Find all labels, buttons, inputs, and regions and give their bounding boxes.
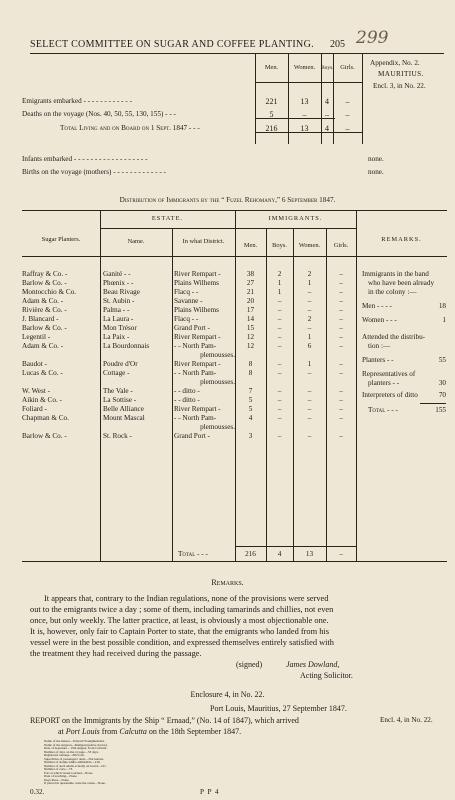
girls-cell bbox=[326, 351, 356, 360]
district-cell: plemousses. bbox=[200, 351, 235, 359]
distribution-title: Distribution of Immigrants by the “ Fuzel Rehomany,” 6 September 1847. bbox=[119, 196, 336, 204]
men-cell: 4 bbox=[248, 414, 253, 422]
paragraph-line: It is, however, only fair to Captain Porter to state, that the emigrants who landed from his bbox=[30, 627, 330, 636]
men-cell: 14 bbox=[246, 315, 255, 323]
district-cell: plemousses. bbox=[200, 378, 235, 386]
girls-cell bbox=[326, 378, 356, 387]
side-note-encl3: Encl. 3, in No. 22. bbox=[373, 82, 426, 90]
men-cell: 8 bbox=[248, 360, 253, 368]
planter-cell: Baudot - bbox=[22, 360, 47, 368]
men-cell: 12 bbox=[246, 333, 255, 341]
district-cell: River Rempart - bbox=[174, 405, 221, 413]
remarks-header: REMARKS. bbox=[381, 236, 422, 243]
planter-cell: Barlow & Co. - bbox=[22, 324, 67, 332]
remarks-value: 155 bbox=[435, 406, 446, 414]
cell: 5 bbox=[269, 110, 274, 119]
col-men-header: Men. bbox=[264, 64, 279, 71]
women-column bbox=[293, 270, 326, 441]
signer-name: James Dowland, bbox=[286, 660, 340, 669]
cell: – bbox=[302, 110, 307, 119]
remarks-label: Women - - - bbox=[362, 316, 397, 324]
remarks-text: tion :— bbox=[368, 342, 391, 350]
men-cell: 17 bbox=[246, 306, 255, 314]
cell: – bbox=[345, 110, 350, 119]
estate-name-cell: Belle Alliance bbox=[103, 405, 144, 413]
women-cell: – bbox=[307, 396, 312, 404]
signer-title: Acting Solicitor. bbox=[300, 671, 353, 680]
estate-name-cell: La Laura - bbox=[103, 315, 134, 323]
women-cell: 6 bbox=[307, 342, 312, 350]
district-cell: Grand Port - bbox=[174, 432, 210, 440]
women-cell: – bbox=[307, 405, 312, 413]
remarks-value: 70 bbox=[438, 391, 446, 399]
remarks-text: Attended the distribu- bbox=[362, 333, 426, 341]
boys-cell: – bbox=[277, 324, 282, 332]
district-cell: - - ditto - bbox=[174, 387, 200, 395]
planter-cell: Legentil - bbox=[22, 333, 51, 341]
cell: 4 bbox=[325, 97, 329, 106]
boys-cell bbox=[266, 378, 293, 387]
girls-cell: – bbox=[339, 414, 343, 422]
cell: 13 bbox=[300, 97, 309, 106]
district-cell: - - North Pam- bbox=[174, 369, 217, 377]
planter-cell: J. Blancard - bbox=[22, 315, 59, 323]
district-cell: Plains Wilhems bbox=[174, 306, 219, 314]
report-item: Registered tonnage—682 tons. bbox=[44, 753, 85, 757]
report-item: Number of crew—73. bbox=[44, 767, 74, 771]
women-cell: 2 bbox=[307, 270, 312, 278]
boys-cell: – bbox=[277, 315, 282, 323]
estate-name-cell: Mon Trésor bbox=[103, 324, 137, 332]
women-cell: – bbox=[307, 432, 312, 440]
planter-cell: Adam & Co. - bbox=[22, 297, 64, 305]
report-item: Date of departure—15th August, from Calcutta. bbox=[44, 746, 108, 750]
men-cell: 21 bbox=[246, 288, 255, 296]
col-women-header: Women. bbox=[298, 242, 321, 249]
men-cell: 3 bbox=[248, 432, 253, 440]
paragraph-line: the treatment they had received during the passage. bbox=[30, 649, 202, 658]
footer-signature: P P 4 bbox=[200, 788, 220, 796]
paragraph-line: vessel were in the best possible condition, and expressed themselves entirely satisfied with bbox=[30, 638, 334, 647]
women-cell: – bbox=[307, 288, 312, 296]
boys-column bbox=[266, 270, 293, 441]
men-cell: 12 bbox=[246, 342, 255, 350]
footer-left: 0.32. bbox=[30, 788, 45, 796]
women-cell: 1 bbox=[307, 360, 312, 368]
girls-cell: – bbox=[339, 270, 343, 278]
signed-label: (signed) bbox=[236, 660, 263, 669]
district-cell: River Rempart - bbox=[174, 360, 221, 368]
planter-cell: W. West - bbox=[22, 387, 50, 395]
report-items bbox=[44, 740, 424, 786]
total-boys: 4 bbox=[277, 550, 282, 558]
district-cell: - - North Pam- bbox=[174, 342, 217, 350]
report-text: on the 18th September 1847. bbox=[148, 727, 242, 736]
report-item: Number of such adults actually on board—211. bbox=[44, 763, 107, 768]
remarks-text: Representatives of bbox=[362, 370, 416, 378]
report-item: Name of the master—Edward Younghusband. bbox=[44, 739, 105, 743]
page-header-title: SELECT COMMITTEE ON SUGAR AND COFFEE PLANTING. bbox=[30, 39, 314, 50]
boys-cell: – bbox=[277, 387, 282, 395]
total-women: 13 bbox=[305, 550, 314, 558]
side-note-encl4: Encl. 4, in No. 22. bbox=[380, 716, 433, 724]
men-cell: 38 bbox=[246, 270, 255, 278]
planter-cell: Montocchio & Co. bbox=[22, 288, 77, 296]
report-item: Name of the surgeon—Ramjean (native doctor). bbox=[44, 742, 108, 747]
remarks-label: planters - - bbox=[368, 379, 400, 387]
women-cell: 1 bbox=[307, 333, 312, 341]
enclosure-place-date: Port Louis, Mauritius, 27 September 1847. bbox=[210, 704, 347, 713]
estate-name-cell: La Bourdonnais bbox=[103, 342, 150, 350]
cell: 216 bbox=[265, 124, 278, 133]
planters-column bbox=[22, 270, 100, 441]
remarks-heading: Remarks. bbox=[211, 578, 244, 587]
remarks-value: 30 bbox=[438, 379, 446, 387]
col-men-header: Men. bbox=[243, 242, 258, 249]
report-item: Days there—None. bbox=[44, 777, 70, 782]
men-cell bbox=[235, 351, 266, 360]
paragraph-line: It appears that, contrary to the Indian regulations, none of the provisions were served bbox=[44, 594, 329, 603]
report-origin: Calcutta bbox=[119, 727, 147, 736]
girls-cell: – bbox=[339, 432, 343, 440]
boys-cell: – bbox=[277, 333, 282, 341]
men-column bbox=[235, 270, 266, 441]
side-note-appendix: Appendix, No. 2. bbox=[370, 59, 420, 67]
remarks-text: in the colony :— bbox=[368, 288, 417, 296]
boys-cell: – bbox=[277, 414, 282, 422]
cell: – bbox=[325, 110, 329, 119]
page-number: 205 bbox=[330, 39, 345, 50]
planter-cell: Foliard - bbox=[22, 405, 47, 413]
estate-name-cell: Poudre d'Or bbox=[103, 360, 138, 368]
estate-name-cell bbox=[103, 378, 172, 387]
report-item: Port at which vessel touched—None. bbox=[44, 770, 93, 775]
remarks-paragraph bbox=[30, 593, 440, 659]
report-item: Superficies of passengers' deck—Not known. bbox=[44, 756, 105, 761]
planter-cell: Rivière & Co. - bbox=[22, 306, 67, 314]
planter-cell bbox=[22, 351, 100, 360]
report-port: Port Louis bbox=[65, 727, 100, 736]
girls-cell: – bbox=[339, 297, 343, 305]
girls-cell: – bbox=[339, 396, 343, 404]
remarks-value: 18 bbox=[438, 302, 446, 310]
girls-cell: – bbox=[339, 387, 343, 395]
women-cell: – bbox=[307, 297, 312, 305]
girls-cell: – bbox=[339, 279, 343, 287]
boys-cell: – bbox=[277, 432, 282, 440]
cell: – bbox=[345, 124, 350, 133]
district-cell: Plains Wilhems bbox=[174, 279, 219, 287]
enclosure-heading: Enclosure 4, in No. 22. bbox=[190, 690, 265, 699]
remarks-label: Interpreters of ditto bbox=[362, 391, 418, 399]
women-cell bbox=[293, 378, 326, 387]
handwritten-page-number: 299 bbox=[356, 28, 389, 48]
estate-name-cell bbox=[103, 351, 172, 360]
district-cell: Savanne - bbox=[174, 297, 203, 305]
women-cell: 1 bbox=[307, 279, 312, 287]
girls-cell: – bbox=[339, 360, 343, 368]
side-note-country: MAURITIUS. bbox=[378, 70, 424, 78]
district-cell: - - North Pam- bbox=[174, 414, 217, 422]
girls-cell: – bbox=[339, 342, 343, 350]
men-cell: 20 bbox=[246, 297, 255, 305]
report-item: If placed in quarantine, state the cause—None. bbox=[44, 781, 106, 785]
distribution-total-label: Total - - - bbox=[178, 550, 208, 558]
girls-cell: – bbox=[339, 405, 343, 413]
women-cell: – bbox=[307, 387, 312, 395]
estate-name-cell: Ganité - - bbox=[103, 270, 131, 278]
col-women-header: Women. bbox=[293, 64, 316, 71]
women-cell: – bbox=[307, 369, 312, 377]
remarks-value: 55 bbox=[438, 356, 446, 364]
estate-name-cell: La Sottise - bbox=[103, 396, 137, 404]
estate-name-cell bbox=[103, 423, 172, 432]
estate-name-cell: La Paix - bbox=[103, 333, 130, 341]
men-cell bbox=[235, 378, 266, 387]
remarks-value: 1 bbox=[442, 316, 446, 324]
estate-name-cell: Beau Rivage bbox=[103, 288, 140, 296]
boys-cell bbox=[266, 351, 293, 360]
boys-cell: – bbox=[277, 342, 282, 350]
planter-cell: Barlow & Co. - bbox=[22, 432, 67, 440]
births-label: Births on the voyage (mothers) - - - - - - - - - - - - - bbox=[22, 168, 166, 176]
report-text: from bbox=[101, 727, 118, 736]
col-boys-header: Boys. bbox=[272, 242, 287, 249]
district-cell: Flacq - - bbox=[174, 315, 199, 323]
remarks-column bbox=[362, 270, 446, 415]
cell: 4 bbox=[325, 124, 329, 133]
infants-value: none. bbox=[368, 155, 384, 163]
men-cell: 5 bbox=[248, 396, 253, 404]
boys-cell: – bbox=[277, 297, 282, 305]
women-cell bbox=[293, 423, 326, 432]
col-boys-header: Boys. bbox=[321, 65, 334, 71]
district-column bbox=[174, 270, 235, 441]
header-rule bbox=[30, 53, 444, 54]
planter-cell: Lucas & Co. - bbox=[22, 369, 63, 377]
remarks-label: Planters - - bbox=[362, 356, 394, 364]
cell: 221 bbox=[265, 97, 278, 106]
boys-cell: 1 bbox=[277, 288, 282, 296]
estate-name-cell: Mount Mascal bbox=[103, 414, 145, 422]
boys-cell: – bbox=[277, 369, 282, 377]
district-cell: River Rempart - bbox=[174, 270, 221, 278]
col-district-header: In what District. bbox=[182, 238, 225, 245]
girls-cell: – bbox=[339, 333, 343, 341]
planter-cell bbox=[22, 378, 100, 387]
report-item: Date of touching—None. bbox=[44, 774, 78, 778]
boys-cell: 2 bbox=[277, 270, 282, 278]
men-cell: 8 bbox=[248, 369, 253, 377]
girls-cell: – bbox=[339, 315, 343, 323]
girls-cell bbox=[326, 423, 356, 432]
girls-cell: – bbox=[339, 324, 343, 332]
men-cell: 5 bbox=[248, 405, 253, 413]
estate-name-cell: Phœnix - - bbox=[103, 279, 134, 287]
men-cell: 27 bbox=[246, 279, 255, 287]
district-cell: River Rempart - bbox=[174, 333, 221, 341]
boys-cell: 1 bbox=[277, 279, 282, 287]
estate-name-cell: Cottage - bbox=[103, 369, 130, 377]
planter-cell: Chapman & Co. bbox=[22, 414, 69, 422]
boys-cell: – bbox=[277, 396, 282, 404]
total-girls: – bbox=[339, 550, 343, 558]
district-cell: plemousses. bbox=[200, 423, 235, 431]
men-cell: 7 bbox=[248, 387, 253, 395]
total-men: 216 bbox=[245, 550, 256, 558]
boys-cell: – bbox=[277, 360, 282, 368]
paragraph-line: out to the emigrants twice a day ; some of them, including tamarinds and chillies, not even bbox=[30, 605, 334, 614]
remarks-text: who have been already bbox=[368, 279, 435, 287]
planter-cell: Barlow & Co. - bbox=[22, 279, 67, 287]
planter-cell: Raffray & Co. - bbox=[22, 270, 68, 278]
report-item: Number of days on the voyage—33 days. bbox=[44, 749, 99, 754]
col-girls-header: Girls. bbox=[333, 242, 349, 249]
remarks-text: Immigrants in the band bbox=[362, 270, 429, 278]
district-cell: - - ditto - bbox=[174, 396, 200, 404]
report-text: at bbox=[58, 727, 64, 736]
paragraph-line: once, but only weekly. The latter practice, at least, is obviously a most objectionable one. bbox=[30, 616, 329, 625]
estate-name-cell: St. Aubin - bbox=[103, 297, 135, 305]
report-title-line1: REPORT on the Immigrants by the Ship “ Ernaad,” (No. 14 of 1847), which arrived bbox=[30, 716, 299, 725]
men-cell: 15 bbox=[246, 324, 255, 332]
girls-column bbox=[326, 270, 356, 441]
boys-cell: – bbox=[277, 306, 282, 314]
col-planters-header: Sugar Planters. bbox=[41, 236, 81, 243]
report-title-line2 bbox=[58, 727, 241, 737]
women-cell bbox=[293, 351, 326, 360]
remarks-label: Total - - - bbox=[368, 406, 398, 414]
infants-label: Infants embarked - - - - - - - - - - - - - - - - - - bbox=[22, 155, 148, 163]
estate-header: ESTATE. bbox=[151, 215, 184, 222]
immigrants-header: IMMIGRANTS. bbox=[268, 215, 323, 222]
district-cell: Grand Port - bbox=[174, 324, 210, 332]
girls-cell: – bbox=[339, 288, 343, 296]
col-name-header: Name. bbox=[127, 238, 145, 245]
women-cell: 2 bbox=[307, 315, 312, 323]
women-cell: – bbox=[307, 324, 312, 332]
row-total-label: Total Living and on Board on 1 Sept. 1847 - - - bbox=[60, 124, 200, 132]
planter-cell: Aikin & Co. - bbox=[22, 396, 62, 404]
remarks-label: Men - - - - bbox=[362, 302, 392, 310]
girls-cell: – bbox=[339, 306, 343, 314]
cell: 13 bbox=[300, 124, 309, 133]
report-item: Number of statute adults admissible—216. bbox=[44, 760, 101, 764]
planter-cell: Adam & Co. - bbox=[22, 342, 64, 350]
boys-cell bbox=[266, 423, 293, 432]
estate-name-cell: Palma - - bbox=[103, 306, 130, 314]
planter-cell bbox=[22, 423, 100, 432]
col-girls-header: Girls. bbox=[340, 64, 355, 71]
boys-cell: – bbox=[277, 405, 282, 413]
women-cell: – bbox=[307, 306, 312, 314]
row-deaths-label: Deaths on the voyage (Nos. 40, 50, 55, 130, 155) - - - bbox=[22, 110, 176, 118]
estate-name-column bbox=[103, 270, 172, 441]
girls-cell: – bbox=[339, 369, 343, 377]
estate-name-cell: The Vale - bbox=[103, 387, 133, 395]
estate-name-cell: St. Rock - bbox=[103, 432, 132, 440]
women-cell: – bbox=[307, 414, 312, 422]
births-value: none. bbox=[368, 168, 384, 176]
district-cell: Flacq - - bbox=[174, 288, 199, 296]
row-emigrants-label: Emigrants embarked - - - - - - - - - - - - bbox=[22, 97, 132, 105]
men-cell bbox=[235, 423, 266, 432]
cell: – bbox=[345, 97, 350, 106]
